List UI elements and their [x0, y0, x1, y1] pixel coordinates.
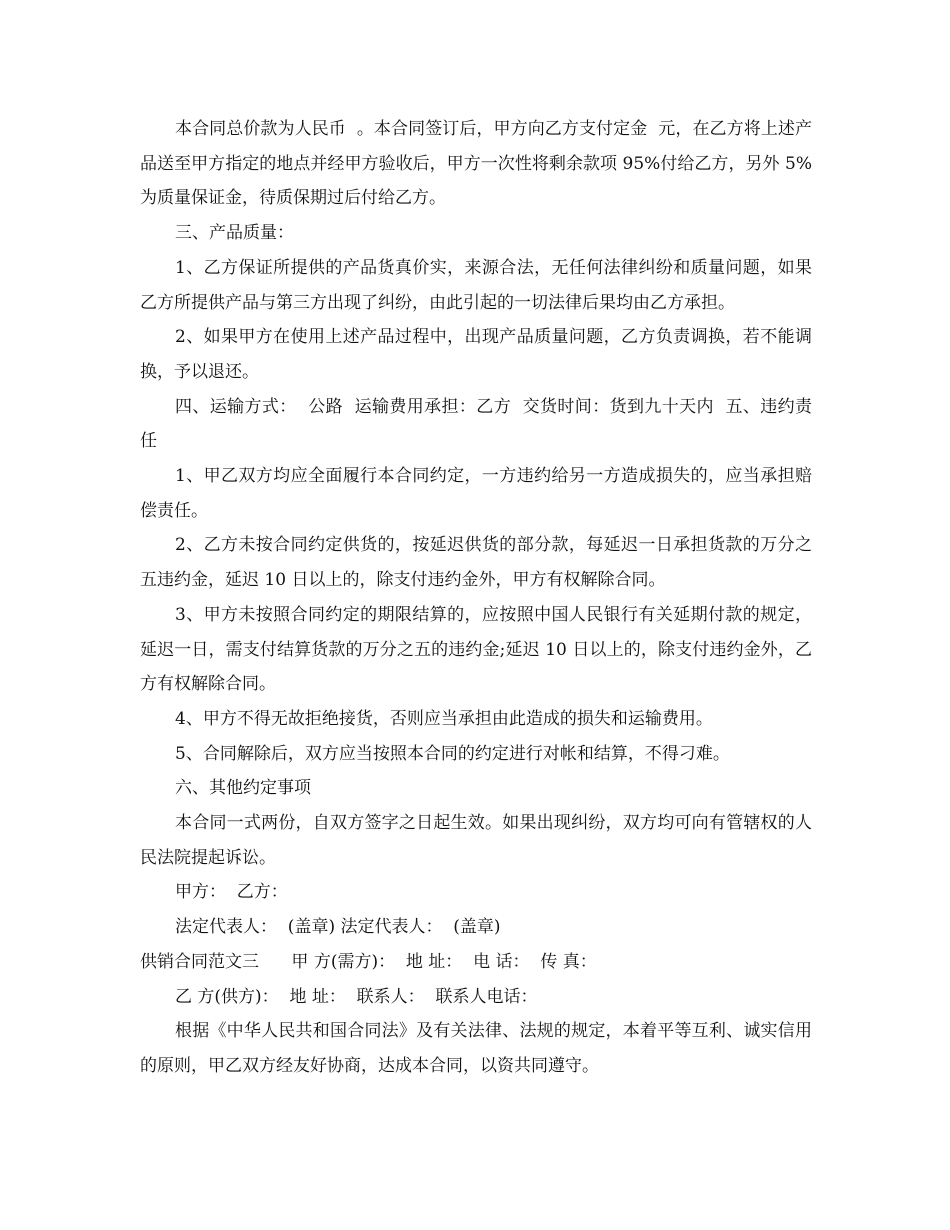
paragraph-liability-3: 3、甲方未按照合同约定的期限结算的，应按照中国人民银行有关延期付款的规定，延迟一日，需支付结算货款的万分之五的违约金;延迟 10 日以上的，除支付违约金外，乙方有权解除合同。 — [140, 604, 812, 695]
section-heading-other-terms: 六、其他约定事项 — [175, 778, 311, 799]
section-heading-transport-liability: 四、运输方式： 公路 运输费用承担：乙方 交货时间：货到九十天内 五、违约责任 — [140, 396, 812, 452]
section-heading-product-quality: 三、产品质量： — [175, 223, 294, 244]
paragraph-price-terms: 本合同总价款为人民币 。本合同签订后，甲方向乙方支付定金 元，在乙方将上述产品送至甲方指定的地点并经甲方验收后，甲方一次性将剩余款项 95%付给乙方，另外 5%为质量保证金，待质保期过后付给乙方。 — [140, 119, 812, 209]
paragraph-other-terms: 本合同一式两份，自双方签字之日起生效。如果出现纠纷，双方均可向有管辖权的人民法院提起诉讼。 — [140, 813, 812, 868]
paragraph-liability-2: 2、乙方未按合同约定供货的，按延迟供货的部分款，每延迟一日承担货款的万分之五违约金，延迟 10 日以上的，除支付违约金外，甲方有权解除合同。 — [140, 535, 812, 591]
signature-representatives-line: 法定代表人： (盖章) 法定代表人： (盖章) — [175, 917, 501, 938]
paragraph-quality-2: 2、如果甲方在使用上述产品过程中，出现产品质量问题，乙方负责调换，若不能调换，予以退还。 — [140, 327, 812, 382]
paragraph-preamble: 根据《中华人民共和国合同法》及有关法律、法规的规定，本着平等互利、诚实信用的原则，甲乙双方经友好协商，达成本合同，以资共同遵守。 — [140, 1021, 812, 1076]
template-3-header-line: 供销合同范文三 甲 方(需方)： 地 址： 电 话： 传 真： — [140, 951, 597, 972]
supplier-info-line: 乙 方(供方)： 地 址： 联系人： 联系人电话： — [175, 986, 538, 1007]
paragraph-quality-1: 1、乙方保证所提供的产品货真价实，来源合法，无任何法律纠纷和质量问题，如果乙方所提供产品与第三方出现了纠纷，由此引起的一切法律后果均由乙方承担。 — [140, 257, 812, 313]
paragraph-liability-4: 4、甲方不得无故拒绝接货，否则应当承担由此造成的损失和运输费用。 — [175, 708, 713, 729]
paragraph-liability-5: 5、合同解除后，双方应当按照本合同的约定进行对帐和结算，不得刁难。 — [175, 743, 730, 764]
document-body — [140, 112, 812, 1084]
signature-parties-line: 甲方： 乙方： — [175, 882, 288, 903]
paragraph-liability-1: 1、甲乙双方均应全面履行本合同约定，一方违约给另一方造成损失的，应当承担赔偿责任。 — [140, 466, 812, 521]
